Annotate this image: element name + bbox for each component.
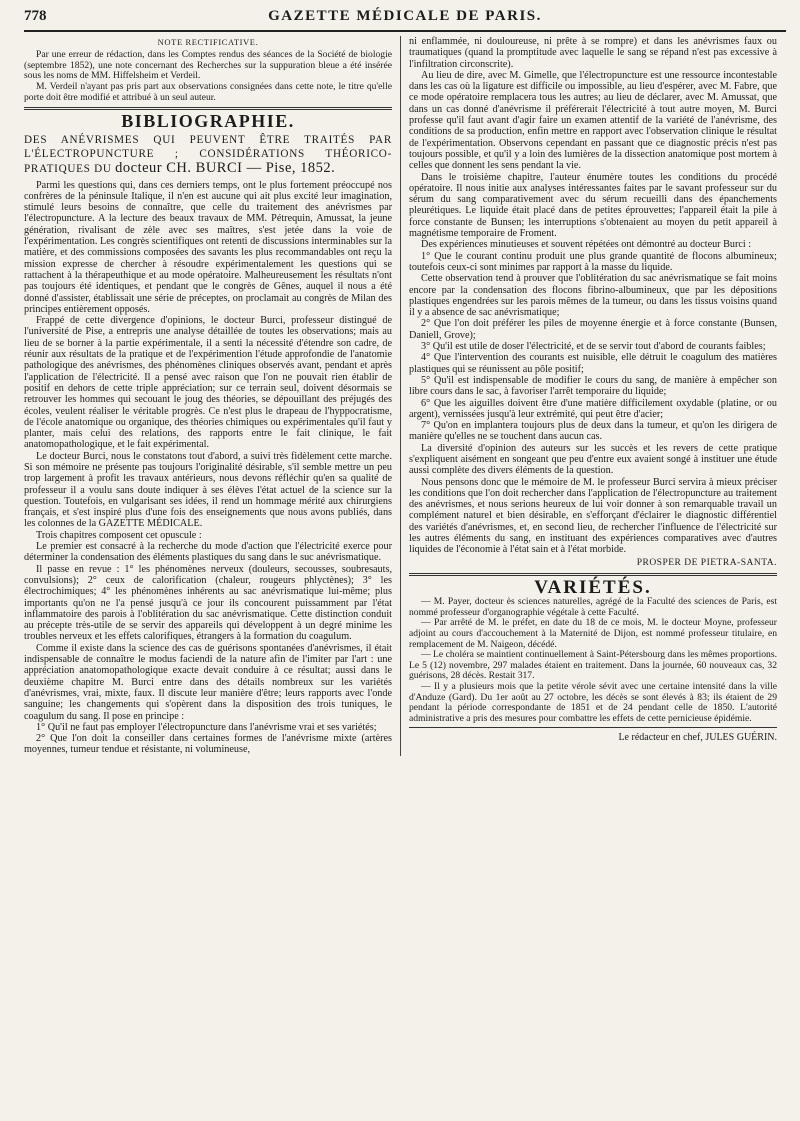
review-paragraph: Le premier est consacré à la recherche du mode d'action que l'électricité exerce pour déterminer la condensation des éléments plastiques du sang dans le suc anévrismatique. — [24, 541, 392, 564]
review-paragraph: Dans le troisième chapitre, l'auteur énumère toutes les conditions du procédé opératoire. Il nous initie aux analyses intéressantes faites par le savant professeur sur du sérum du sang comparativement avec du sérum recueilli dans des épanchements pleurétiques. Le liquide était placé dans de petites éprouvettes; l'appareil était la pile à force constante de Bunsen; les interruptions s'obtenaient au moyen du petit appareil à magnétisme temporaire de Froment. — [409, 171, 777, 240]
news-item: — Il y a plusieurs mois que la petite vérole sévit avec une certaine intensité dans la ville d'Anduze (Gard). Du 1er août au 27 octobre, les décès se sont élevés à 83; ils étaient de 29 pendant la période correspondante de 1851 et de 24 pendant celle de 1850. L'autorité administrative a pris des mesures pour combattre les effets de cette pernicieuse épidémie. — [409, 681, 777, 724]
book-title: DES ANÉVRISMES QUI PEUVENT ÊTRE TRAITÉS PAR L'ÉLECTROPUNCTURE ; CONSIDÉRATIONS THÉORICO-PRATIQUES DU — [24, 133, 392, 175]
news-item: — Par arrêté de M. le préfet, en date du 18 de ce mois, M. le docteur Moyne, professeur adjoint au cours d'accouchement à la Maternité de Dijon, est nommé professeur titulaire, en remplacement de M. Naigeon, décédé. — [409, 617, 777, 650]
note-title: NOTE RECTIFICATIVE. — [157, 37, 259, 47]
review-paragraph: Cette observation tend à prouver que l'oblitération du sac anévrismatique se fait moins encore par la condensation des flocons fibrino-albumineux, que par les dépositions plastiques engendrées sur les parois mêmes de la tumeur, ou dans les tissus voisins quand il y a absence de sac anévrismatique; — [409, 273, 777, 319]
right-column — [401, 36, 777, 756]
review-paragraph: ni enflammée, ni douloureuse, ni prête à se rompre) et dans les anévrismes faux ou traumatiques (quand la promptitude avec laquelle le sang se répand n'est pas excessive à l'infiltration circonscrite). — [409, 36, 777, 70]
varietes-title: VARIÉTÉS. — [534, 576, 652, 598]
review-paragraph: 1° Que le courant continu produit une plus grande quantité de flocons albumineux; toutefois ceux-ci sont minimes par rapport à la masse du liquide. — [409, 250, 777, 273]
review-paragraph: Trois chapitres composent cet opuscule : — [36, 529, 202, 541]
review-paragraph: La diversité d'opinion des auteurs sur les succès et les revers de cette pratique s'expliquent aisément en songeant que peu d'entre eux avaient songé à instituer une étude aussi complète des divers éléments de la question. — [409, 442, 777, 477]
two-column-body — [24, 36, 786, 756]
review-paragraph: 2° Que l'on doit la conseiller dans certaines formes de l'anévrisme mixte (artères moyennes, tumeur tendue et résistante, ni volumineuse, — [24, 733, 392, 756]
erratum-note — [24, 37, 392, 103]
news-item: — M. Payer, docteur ès sciences naturelles, agrégé de la Faculté des sciences de Paris, est nommé professeur d'organographie végétale à cette Faculté. — [409, 596, 777, 618]
varietes-section — [409, 576, 777, 724]
review-paragraph: 5° Qu'il est indispensable de modifier le cours du sang, de manière à empêcher son libre cours dans le sac, à favoriser l'arrêt temporaire du liquide; — [409, 374, 777, 398]
news-item: — Le choléra se maintient continuellement à Saint-Pétersbourg dans les mêmes proportions. Le 5 (12) novembre, 297 malades étaient en traitement. Dans la journée, 60 nouveaux cas, 32 guérisons, 28 décès. Restait 317. — [409, 649, 777, 682]
review-paragraph: 4° Que l'intervention des courants est nuisible, elle détruit le coagulum des matières plastiques qui se réunissent au pôle positif; — [409, 352, 777, 375]
review-paragraph: Frappé de cette divergence d'opinions, le docteur Burci, professeur distingué de l'université de Pise, a entrepris une analyse détaillée de toutes les observations; mais au lieu de se borner à la partie expérimentale, il a senti la nécessité d'étendre son cadre, de réunir aux résultats de la pratique et de l'expérimention l'étude approfondie de l'anatomie pathologique des anévrismes, des phénomènes cliniques observés avant, pendant et après l'application de l'électricité. Il a pensé avec raison que l'on ne pouvait rien établir de positif en dehors de cette triple appréciation; sur ce terrain seul, doivent désormais se retrouver les hommes qui secouant le joug des théories, se dépouillant des préjugés des écoles, veulent réaliser le véritable progrès. Ce n'est plus le drapeau de l'hyppocratisme, de l'école anatomique ou organique, des théories chimiques ou expérimentales qu'il faut y planter, mais celui des relations, des rapports entre le fait clinique, le fait anatomopathologique, et le fait expérimental. — [24, 315, 392, 451]
review-paragraph: 1° Qu'il ne faut pas employer l'électropuncture dans l'anévrisme vrai et ses variétés; — [36, 721, 377, 733]
page-number: 778 — [24, 8, 47, 24]
journal-title: GAZETTE MÉDICALE DE PARIS. — [268, 8, 542, 24]
editor-line — [409, 732, 777, 743]
bibliographie-title: BIBLIOGRAPHIE. — [121, 111, 295, 132]
review-paragraph: 6° Que les aiguilles doivent être d'une matière difficilement oxydable (platine, or ou argent), vernissées jusqu'à leur extrémité, qui peut être d'acier; — [409, 397, 777, 420]
review-paragraph: Comme il existe dans la science des cas de guérisons spontanées d'anévrismes, il était indispensable de connaître le modus faciendi de la nature afin de l'imiter par l'art : une appréciation anatomopathologique exacte devait conduire à ce résultat; aussi dans le deuxième chapitre M. Burci entre dans des détails nombreux sur les variétés d'anévrismes, vrai, mixte, faux. Il discute leur manière d'être; leurs rapports avec l'onde sanguine; les changements qui s'opèrent dans la disposition des trois tuniques, le coagulum du sang. Il pose en principe : — [24, 642, 392, 722]
section-divider — [409, 573, 777, 576]
note-paragraph: Par une erreur de rédaction, dans les Comptes rendus des séances de la Société de biologie (septembre 1852), une note concernant des Recherches sur la suppuration bleue a été insérée sous les noms de MM. Hiffelsheim et Verdeil. — [24, 49, 392, 82]
editor-name: JULES GUÉRIN. — [705, 732, 777, 744]
note-paragraph: M. Verdeil n'ayant pas pris part aux observations consignées dans cette note, le titre qu'elle porte doit être modifié et attribué à un seul auteur. — [24, 81, 392, 103]
review-paragraph: 2° Que l'on doit préférer les piles de moyenne énergie et à force constante (Bunsen, Daniell, Grove); — [409, 318, 777, 341]
review-paragraph: Parmi les questions qui, dans ces derniers temps, ont le plus fortement préoccupé nos confrères de la péninsule Italique, il n'en est aucune qui ait plus excité leur imagination, stimulé leurs besoins de connaître, que celle du traitement des anévrismes par l'électropuncture. A la lecture des beaux travaux de MM. Pétrequin, Amussat, la jeune génération, rivalisant de zèle avec ses maîtres, s'est jetée dans la voie de l'expérimentation. Les congrès scientifiques ont retenti de discussions interminables sur la matière, et des commissions composées des savants les plus recommandables ont reçu la mission expresse de chercher à résoudre expérimentalement les questions qui se rattachent à la thérapeuthique et au mode opératoire. Malheureusement les résultats n'ont pas toujours été identiques, et pendant que le congrès de Gênes, auquel il nous a été donné d'assister, établissait une série de préceptes, on proclamait au congrès de Milan des principes entièrement opposés. — [24, 179, 392, 315]
editor-label: Le rédacteur en chef, — [618, 732, 703, 744]
closing-rule — [409, 727, 777, 728]
review-paragraph: Il passe en revue : 1° les phénomènes nerveux (douleurs, secousses, soubresauts, convulsions); 2° ceux de calorification (chaleur, rougeurs phlyctènes); 3° les électrochimiques; 4° les phénomènes inhérents au sac anévrismatique lui-même; plus importants qu'on ne l'a pensé jusqu'à ce jour ils concourent puissamment par l'état inflammatoire des parois à l'oblitération du sac anévrismatique. Cette distinction conduit au précepte très-utile de se servir des appareils qui développent à un degré minime les troubles nerveux et les effets calorifiques, étrangers à la formation du coagulum. — [24, 563, 392, 643]
book-author: docteur CH. BURCI — Pise, 1852. — [115, 159, 336, 176]
review-paragraph: 7° Qu'on en implantera toujours plus de deux dans la tumeur, et qu'on les dirigera de manière qu'elles ne se touchent dans aucun cas. — [409, 420, 777, 443]
review-paragraph: Le docteur Burci, nous le constatons tout d'abord, a suivi très fidèlement cette marche. Si son mémoire ne présente pas toujours l'originalité désirable, s'il semble mettre un peu trop largement à profit les travaux antérieurs, nous devons réfléchir qu'en sa qualité de professeur il a voulu sans doute indiquer à ses élèves l'état actuel de la science sur la question. Toutefois, en vulgarisant ses idées, il rend un hommage mérité aux chirurgiens français, et s'est inspiré plus d'une fois des enseignements que nous avons publiés, dans les colonnes de la GAZETTE MÉDICALE. — [24, 450, 392, 530]
running-head — [24, 8, 786, 32]
review-paragraph: Des expériences minutieuses et souvent répétées ont démontré au docteur Burci : — [421, 239, 752, 251]
left-column — [24, 36, 401, 756]
review-paragraph: 3° Qu'il est utile de doser l'électricité, et de se servir tout d'abord de courants faibles; — [421, 341, 766, 353]
review-paragraph: Nous pensons donc que le mémoire de M. le professeur Burci servira à mieux préciser les conditions que l'on doit rechercher dans l'application de l'électropuncture au traitement des anévrismes, et nous serions heureux de lui voir donner à son remarquable travail un complément naturel et bien désirable, en s'efforçant d'éclairer le diagnostic différentiel des variétés d'anévrismes, et, en second lieu, de rechercher l'influence de l'électricité sur les autres éléments du sang, en instituant des expériences comparatives avec d'autres liquides de l'économie à l'état sain et à l'état morbide. — [409, 476, 777, 556]
review-signature: PROSPER DE PIETRA-SANTA. — [636, 557, 777, 568]
section-divider — [24, 107, 392, 110]
review-paragraph: Au lieu de dire, avec M. Gimelle, que l'électropuncture est une ressource incontestable dans les cas où la ligature est difficile ou impossible, au lieu d'espérer, avec M. Fabre, que ce mode opératoire remplacera tous les autres; au lieu de déclarer, avec M. Amussat, que dans un cas donné d'anévrisme il préférerait l'électricité à tout autre moyen, M. Burci professe qu'il faut avant d'agir faire un examen attentif de la variété de l'anévrisme, des conditions de sa production, enfin mettre en rapport avec l'observation clinique le résultat de l'expérimentation. Observons cependant en passant que ce diagnostic précis n'est pas toujours possible, et qu'il y a loin des lumières de la dissection anatomique post mortem à celles que donnent les sens pendant la vie. — [409, 69, 777, 172]
book-heading — [24, 133, 392, 176]
